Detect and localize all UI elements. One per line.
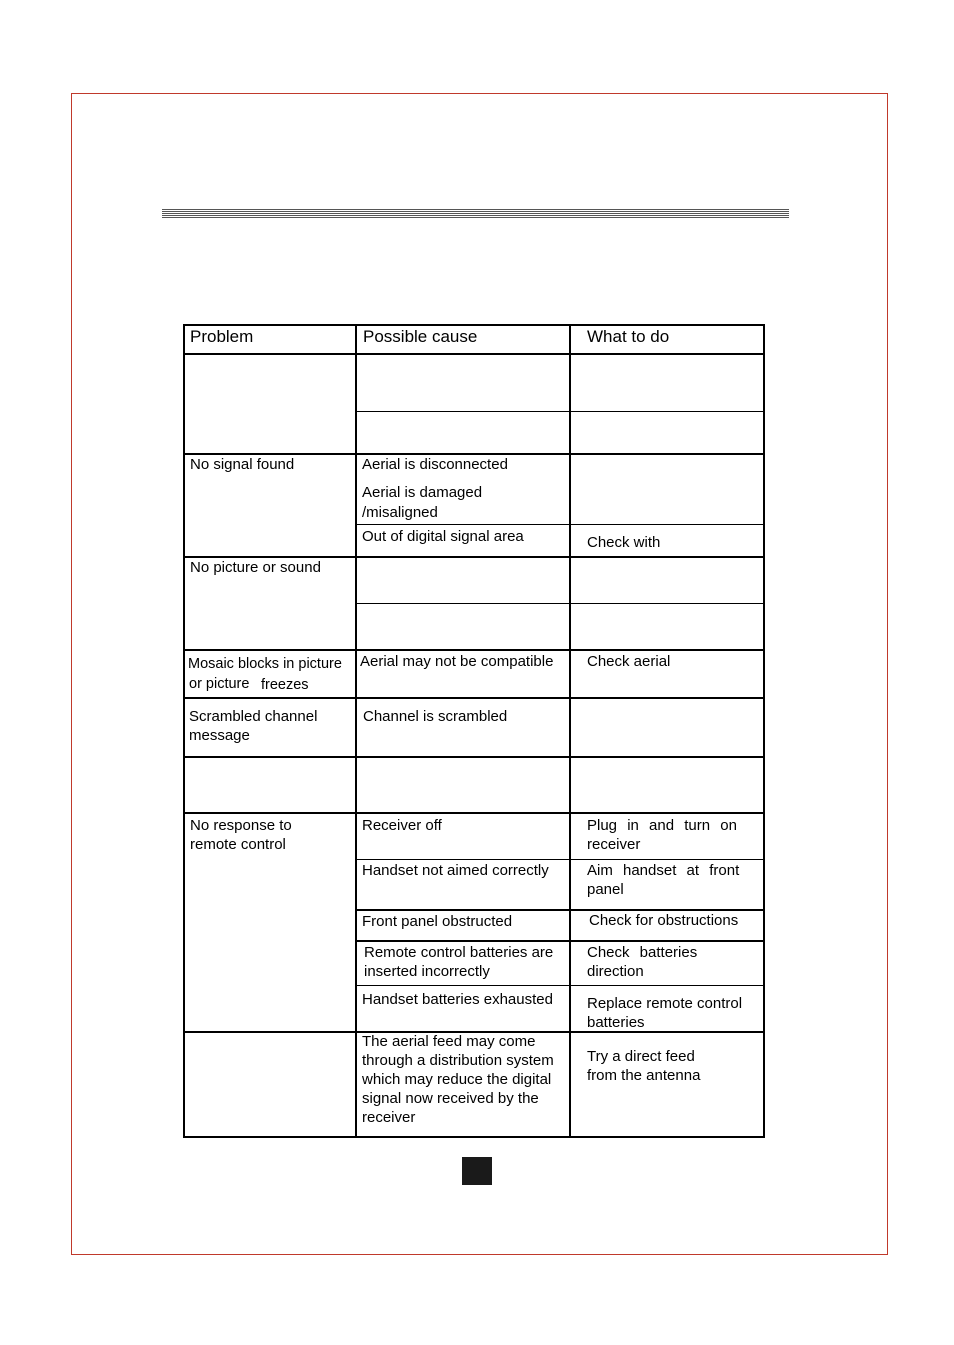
problem-cell: remote control [190, 836, 286, 853]
cause-cell: receiver [362, 1109, 416, 1126]
action-cell: direction [587, 963, 644, 980]
problem-cell: No picture or sound [190, 559, 321, 576]
problem-cell: Mosaic blocks in picture [188, 656, 342, 672]
problem-cell: No signal found [190, 456, 295, 473]
cause-cell: through a distribution system [362, 1052, 554, 1069]
cause-cell: Receiver off [362, 817, 442, 834]
cause-cell: Aerial may not be compatible [360, 653, 554, 670]
cause-cell: which may reduce the digital [362, 1071, 552, 1088]
problem-cell: or picture [189, 676, 250, 692]
action-cell: Check for obstructions [589, 912, 739, 929]
column-divider [355, 324, 357, 1138]
row-divider [183, 812, 765, 814]
action-cell: Aim handset at front [587, 862, 740, 879]
problem-cell: freezes [261, 677, 309, 693]
cause-cell: Channel is scrambled [363, 708, 508, 725]
row-divider [183, 756, 765, 758]
cause-cell: Handset not aimed correctly [362, 862, 549, 879]
action-cell: batteries [587, 1014, 645, 1031]
action-cell: from the antenna [587, 1067, 701, 1084]
action-cell: Check with [587, 534, 661, 551]
header-problem: Problem [190, 327, 254, 346]
action-cell: Plug in and turn on [587, 817, 737, 834]
action-cell: Try a direct feed [587, 1048, 695, 1065]
cause-cell: The aerial feed may come [362, 1033, 536, 1050]
table-border-left [183, 324, 185, 1138]
action-cell: Check batteries [587, 944, 698, 961]
problem-cell: No response to [190, 817, 292, 834]
cause-cell: signal now received by the [362, 1090, 539, 1107]
row-divider [183, 697, 765, 699]
row-divider [355, 411, 765, 412]
cause-cell: Remote control batteries are [364, 944, 554, 961]
table-border-right [763, 324, 765, 1138]
header-cause: Possible cause [363, 327, 478, 346]
action-cell: panel [587, 881, 624, 898]
header-action: What to do [587, 327, 670, 346]
troubleshooting-table [183, 324, 765, 1138]
row-divider [355, 603, 765, 604]
problem-cell: Scrambled channel [189, 708, 318, 725]
cause-cell: /misaligned [362, 504, 438, 521]
cause-cell: Aerial is disconnected [362, 456, 508, 473]
action-cell: Check aerial [587, 653, 671, 670]
page-number-box [462, 1157, 492, 1185]
row-divider [355, 859, 765, 860]
cause-cell: Handset batteries exhausted [362, 991, 553, 1008]
action-cell: receiver [587, 836, 641, 853]
cause-cell: Front panel obstructed [362, 913, 513, 930]
action-cell: Replace remote control [587, 995, 743, 1012]
problem-cell: message [189, 727, 250, 744]
column-divider [569, 324, 571, 1138]
cause-cell: inserted incorrectly [364, 963, 490, 980]
row-divider [183, 353, 765, 355]
cause-cell: Out of digital signal area [362, 528, 524, 545]
row-divider [355, 985, 765, 986]
row-divider [183, 649, 765, 651]
header-rule [162, 209, 789, 218]
row-divider [355, 940, 765, 942]
row-divider [355, 524, 765, 525]
cause-cell: Aerial is damaged [362, 484, 483, 501]
row-divider [183, 1136, 765, 1138]
